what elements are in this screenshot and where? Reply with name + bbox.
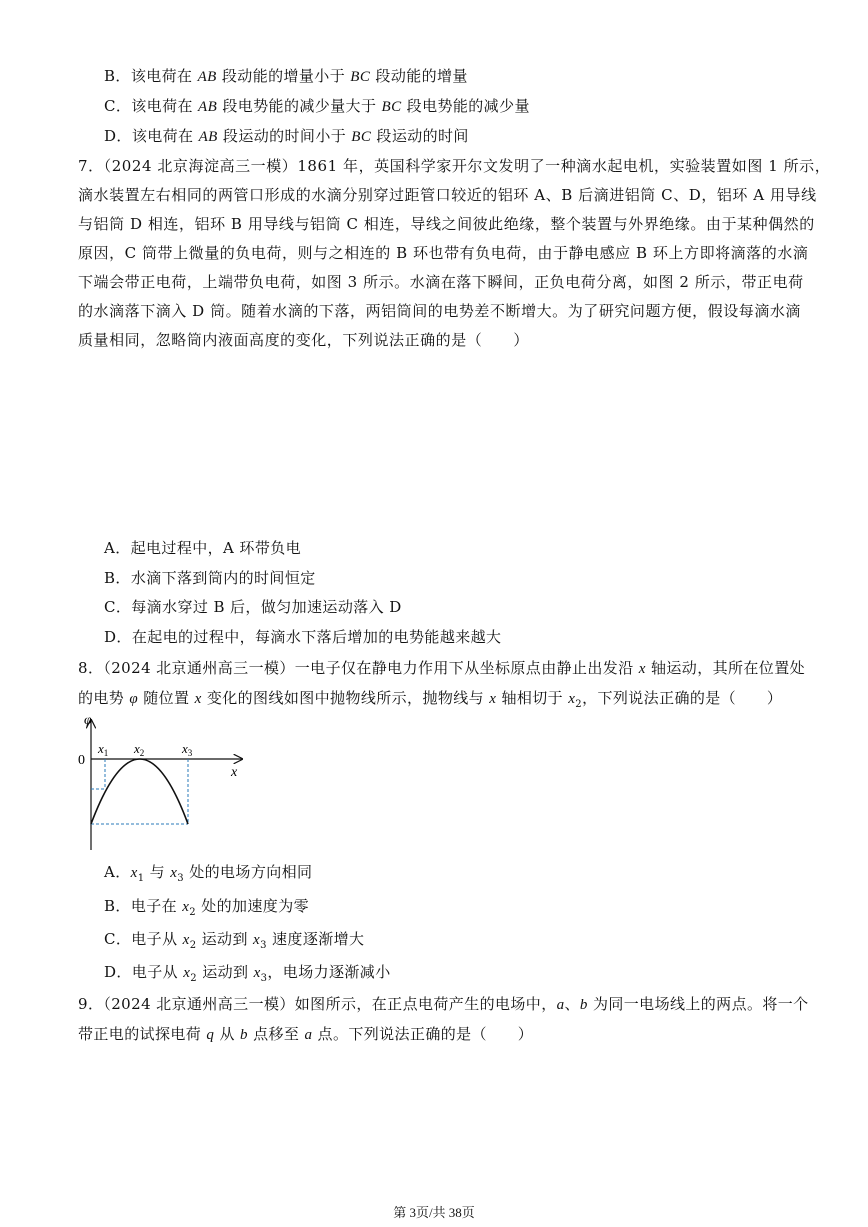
q7-stem-line: 滴水装置左右相同的两管口形成的水滴分别穿过距管口较近的铝环 A、B 后滴进铝筒 C、D，铝环 A 用导线	[78, 186, 817, 204]
x3-tick-label: $x_3$	[182, 741, 193, 758]
q7-option-c: C．每滴水穿过 B 后，做匀加速运动落入 D	[104, 598, 402, 616]
q8-stem-line-1: 8．（2024 北京通州高三一模）一电子仅在静电力作用下从坐标原点由静止出发沿 x 轴运动，其所在位置处	[78, 659, 805, 677]
q8-stem-line-2: 的电势 φ 随位置 x 变化的图线如图中抛物线所示，抛物线与 x 轴相切于 $x_2$，下列说法正确的是（ ）	[78, 689, 783, 710]
q7-option-d: D．在起电的过程中，每滴水下落后增加的电势能越来越大	[104, 628, 502, 646]
parabola-curve	[91, 759, 188, 824]
x1-tick-label: $x_1$	[98, 741, 109, 758]
q8-option-d: D．电子从 $x_2$ 运动到 $x_3$，电场力逐渐减小	[104, 963, 391, 984]
q7-stem-line: 原因，C 筒带上微量的负电荷，则与之相连的 B 环也带有负电荷，由于静电感应 B 环上方即将滴落的水滴	[78, 244, 809, 262]
q8-option-c: C．电子从 $x_2$ 运动到 $x_3$ 速度逐渐增大	[104, 930, 365, 951]
potential-parabola-graph	[74, 714, 254, 854]
q7-stem-line: 质量相同，忽略筒内液面高度的变化，下列说法正确的是（ ）	[78, 331, 529, 349]
q7-stem-line: 7．（2024 北京海淀高三一模）1861 年，英国科学家开尔文发明了一种滴水起电机，实验装置如图 1 所示，	[78, 157, 831, 175]
q7-stem-line: 下端会带正电荷，上端带负电荷，如图 3 所示。水滴在落下瞬间，正负电荷分离，如图 2 所示，带正电荷	[78, 273, 804, 291]
q8-option-b: B．电子在 $x_2$ 处的加速度为零	[104, 897, 310, 918]
page-footer	[0, 1202, 868, 1221]
q6-option-c: C．该电荷在 AB 段电势能的减少量大于 BC 段电势能的减少量	[104, 97, 530, 115]
origin-label: 0	[78, 753, 85, 768]
x-axis-label: x	[231, 765, 238, 780]
q6-option-b: B．该电荷在 AB 段动能的增量小于 BC 段动能的增量	[104, 67, 468, 85]
phi-axis-label: φ	[84, 714, 92, 728]
q7-stem-line: 的水滴落下滴入 D 筒。随着水滴的下落，两铝筒间的电势差不断增大。为了研究问题方便，假设每滴水滴	[78, 302, 801, 320]
q7-stem-line: 与铝筒 D 相连，铝环 B 用导线与铝筒 C 相连，导线之间彼此绝缘，整个装置与外界绝缘。由于某种偶然的	[78, 215, 815, 233]
q7-option-a: A．起电过程中，A 环带负电	[104, 539, 302, 557]
x2-tick-label: $x_2$	[134, 741, 145, 758]
page-number: 第 3页/共 38页	[393, 1205, 475, 1220]
q9-stem-line-1: 9．（2024 北京通州高三一模）如图所示，在正点电荷产生的电场中，a、b 为同一电场线上的两点。将一个	[78, 995, 809, 1013]
q9-stem-line-2: 带正电的试探电荷 q 从 b 点移至 a 点。下列说法正确的是（ ）	[78, 1025, 534, 1043]
q8-option-a: A．$x_1$ 与 $x_3$ 处的电场方向相同	[104, 863, 313, 884]
q6-option-d: D．该电荷在 AB 段运动的时间小于 BC 段运动的时间	[104, 127, 469, 145]
q7-option-b: B．水滴下落到筒内的时间恒定	[104, 569, 316, 587]
